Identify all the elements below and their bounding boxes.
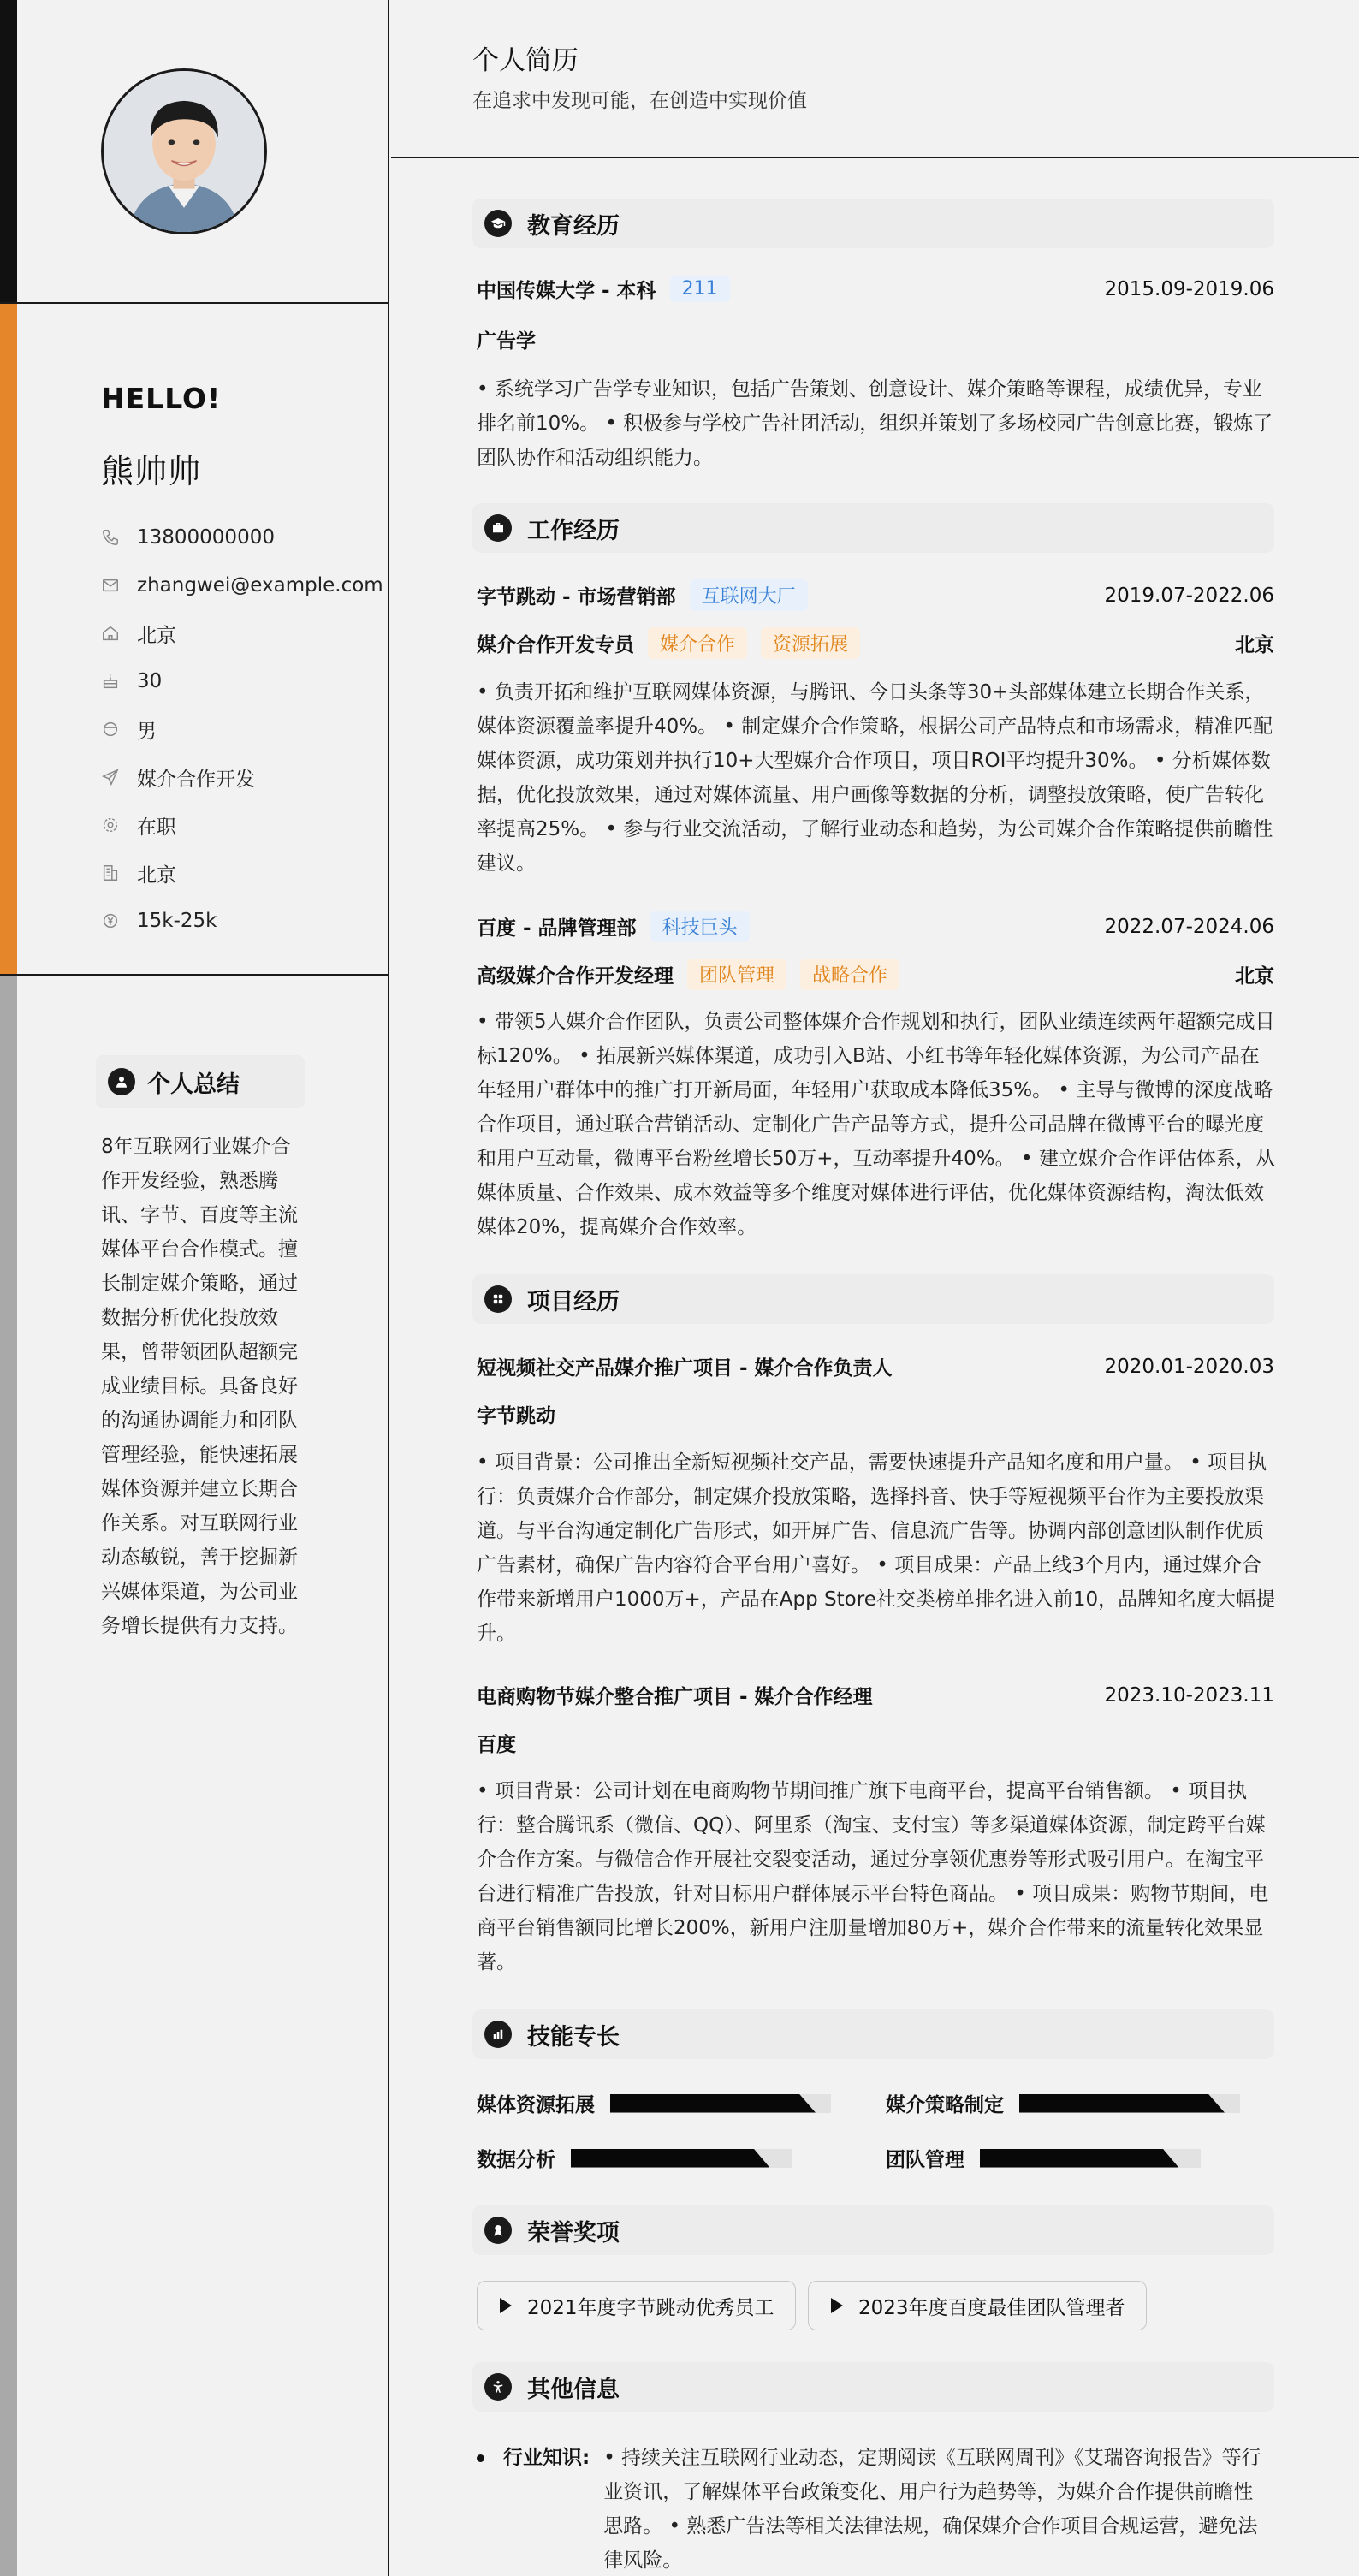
status-icon	[101, 816, 120, 834]
role-tag: 战略合作	[800, 959, 899, 990]
work-entry-header	[477, 579, 1274, 611]
bar-chart-icon	[484, 2021, 512, 2048]
projects-title: 项目经历	[527, 1288, 620, 1315]
candidate-name: 熊帅帅	[101, 453, 202, 490]
role-tag: 团队管理	[687, 959, 786, 990]
contact-text: 北京	[137, 624, 176, 647]
projects-section-header	[472, 1274, 1274, 1324]
project-entry-header	[477, 1681, 1274, 1709]
contact-status	[101, 801, 383, 849]
award-chip	[477, 2281, 796, 2330]
main-content	[391, 0, 1359, 2576]
award-chip	[808, 2281, 1147, 2330]
school-name: 中国传媒大学 - 本科	[477, 280, 656, 302]
awards-section-header	[472, 2205, 1274, 2255]
award-text: 2021年度字节跳动优秀员工	[527, 2296, 774, 2319]
contact-text: 13800000000	[137, 526, 275, 549]
grid-icon	[484, 1285, 512, 1313]
header-divider	[391, 157, 1359, 158]
sidebar-divider	[0, 302, 389, 304]
job-role: 媒介合作开发专员	[477, 634, 634, 656]
work-section-header	[472, 503, 1274, 553]
education-major-row	[477, 325, 1274, 353]
awards-title: 荣誉奖项	[527, 2219, 620, 2247]
contact-text: 30	[137, 670, 163, 692]
other-section-header	[472, 2362, 1274, 2412]
contact-salary	[101, 897, 383, 945]
skill-bar	[980, 2149, 1201, 2168]
skills-title: 技能专长	[527, 2023, 620, 2051]
salary-icon	[101, 911, 120, 930]
work-role-row	[477, 959, 1274, 990]
other-info-item	[477, 2441, 1277, 2576]
skill-bar-fill	[571, 2149, 769, 2168]
work-date: 2019.07-2022.06	[1104, 584, 1274, 607]
company-tag: 互联网大厂	[690, 579, 808, 611]
skills-section-header	[472, 2009, 1274, 2059]
school-tag: 211	[670, 276, 730, 302]
skill-item	[477, 2144, 792, 2172]
award-text: 2023年度百度最佳团队管理者	[858, 2296, 1125, 2319]
avatar-photo	[104, 71, 264, 232]
project-org-row	[477, 1729, 1274, 1757]
work-entry-header	[477, 911, 1274, 942]
work-description: • 带领5人媒介合作团队，负责公司整体媒介合作规划和执行，团队业绩连续两年超额完成目标120%。 • 拓展新兴媒体渠道，成功引入B站、小红书等年轻化媒体资源，为公司产品在年轻用户群体中的推广打开新局面，年轻用户获取成本降低35%。 • 主导与微博的深度战略合作项目，通过联合营销活动、定制化广告产品等方式，提升公司品牌在微博平台的曝光度和用户互动量，微博平台粉丝增长50万+，互动率提升40%。 • 建立媒介合作评估体系，从媒体质量、合作效果、成本效益等多个维度对媒体进行评估，优化媒体资源结构，淘汰低效媒体20%，提高媒介合作效率。	[477, 1011, 1275, 1238]
contact-text: 在职	[137, 816, 176, 839]
project-entry-header	[477, 1352, 1274, 1380]
skill-bar-fill	[610, 2094, 816, 2113]
user-icon	[108, 1068, 135, 1095]
project-org-row	[477, 1400, 1274, 1428]
skill-name: 团队管理	[886, 2149, 964, 2171]
contact-text: 媒介合作开发	[137, 768, 255, 791]
mail-icon	[101, 576, 120, 595]
skill-item	[477, 2089, 831, 2117]
sidebar	[0, 0, 389, 2576]
summary-header	[96, 1055, 305, 1108]
project-org: 字节跳动	[477, 1405, 555, 1427]
work-city: 北京	[1235, 965, 1274, 988]
summary-title: 个人总结	[147, 1071, 240, 1098]
play-icon	[831, 2298, 843, 2313]
contact-text: 北京	[137, 864, 176, 887]
company-tag: 科技巨头	[650, 911, 750, 942]
play-icon	[500, 2298, 512, 2313]
bullet	[477, 2454, 484, 2462]
cake-icon	[101, 672, 120, 691]
education-title: 教育经历	[527, 212, 620, 240]
project-name: 短视频社交产品媒介推广项目 - 媒介合作负责人	[477, 1357, 893, 1380]
skill-bar	[610, 2094, 831, 2113]
summary-text: 8年互联网行业媒介合作开发经验，熟悉腾讯、字节、百度等主流媒体平台合作模式。擅长制定媒介策略，通过数据分析优化投放效果，曾带领团队超额完成业绩目标。具备良好的沟通协调能力和团队管理经验，能快速拓展媒体资源并建立长期合作关系。对互联网行业动态敏锐，善于挖掘新兴媒体渠道，为公司业务增长提供有力支持。	[101, 1136, 298, 1637]
education-date: 2015.09-2019.06	[1104, 277, 1274, 300]
company-name: 百度 - 品牌管理部	[477, 917, 637, 940]
home-icon	[101, 624, 120, 643]
contact-text: zhangwei@example.com	[137, 574, 383, 597]
other-label: 行业知识:	[503, 2447, 590, 2469]
project-date: 2020.01-2020.03	[1104, 1355, 1274, 1378]
skill-bar	[571, 2149, 792, 2168]
skill-name: 媒介策略制定	[886, 2094, 1004, 2116]
contact-email	[101, 561, 383, 609]
other-text: • 持续关注互联网行业动态，定期阅读《互联网周刊》《艾瑞咨询报告》等行业资讯，了解媒体平台政策变化、用户行为趋势等，为媒介合作提供前瞻性思路。 • 熟悉广告法等相关法律法规，确保媒介合作项目合规运营，避免法律风险。	[603, 2447, 1261, 2572]
project-org: 百度	[477, 1734, 516, 1756]
contact-list	[101, 513, 383, 945]
page-subtitle: 在追求中发现可能，在创造中实现价值	[472, 90, 807, 112]
contact-text: 15k-25k	[137, 910, 217, 932]
gender-icon	[101, 720, 120, 739]
hello-heading: HELLO!	[101, 382, 222, 415]
skill-name: 数据分析	[477, 2149, 555, 2171]
contact-intent	[101, 753, 383, 801]
education-major: 广告学	[477, 330, 536, 353]
avatar	[101, 68, 267, 234]
work-date: 2022.07-2024.06	[1104, 915, 1274, 938]
skill-item	[886, 2089, 1240, 2117]
send-icon	[101, 768, 120, 786]
skill-bar	[1019, 2094, 1240, 2113]
skill-bar-fill	[980, 2149, 1178, 2168]
work-city: 北京	[1235, 634, 1274, 656]
contact-phone	[101, 513, 383, 561]
contact-city	[101, 849, 383, 897]
building-icon	[101, 864, 120, 882]
project-name: 电商购物节媒介整合推广项目 - 媒介合作经理	[477, 1686, 873, 1708]
role-tag: 资源拓展	[761, 627, 860, 659]
work-title: 工作经历	[527, 517, 620, 544]
other-title: 其他信息	[527, 2376, 620, 2403]
project-description: • 项目背景：公司计划在电商购物节期间推广旗下电商平台，提高平台销售额。 • 项目执行：整合腾讯系（微信、QQ）、阿里系（淘宝、支付宝）等多渠道媒体资源，制定跨平台媒介合作方案。与微信合作开展社交裂变活动，通过分享领优惠券等形式吸引用户。在淘宝平台进行精准广告投放，针对目标用户群体展示平台特色商品。 • 项目成果：购物节期间，电商平台销售额同比增长200%，新用户注册量增加80万+，媒介合作带来的流量转化效果显著。	[477, 1780, 1269, 1974]
skill-bar-fill	[1019, 2094, 1225, 2113]
job-role: 高级媒介合作开发经理	[477, 965, 674, 988]
sidebar-divider	[0, 974, 389, 976]
graduation-cap-icon	[484, 210, 512, 237]
contact-gender	[101, 705, 383, 753]
briefcase-icon	[484, 514, 512, 542]
education-section-header	[472, 199, 1274, 248]
skill-name: 媒体资源拓展	[477, 2094, 595, 2116]
work-role-row	[477, 627, 1274, 659]
role-tag: 媒介合作	[648, 627, 747, 659]
phone-icon	[101, 528, 120, 547]
project-date: 2023.10-2023.11	[1104, 1683, 1274, 1706]
project-description: • 项目背景：公司推出全新短视频社交产品，需要快速提升产品知名度和用户量。 • 项目执行：负责媒介合作部分，制定媒介投放策略，选择抖音、快手等短视频平台作为主要投放渠道。与平台沟通定制化广告形式，如开屏广告、信息流广告等。协调内部创意团队制作优质广告素材，确保广告内容符合平台用户喜好。 • 项目成果：产品上线3个月内，通过媒介合作带来新增用户1000万+，产品在App Store社交类榜单排名进入前10，品牌知名度大幅提升。	[477, 1451, 1276, 1645]
education-description: • 系统学习广告学专业知识，包括广告策划、创意设计、媒介策略等课程，成绩优异，专业排名前10%。 • 积极参与学校广告社团活动，组织并策划了多场校园广告创意比赛，锻炼了团队协作和活动组织能力。	[477, 378, 1273, 469]
award-icon	[484, 2217, 512, 2244]
contact-text: 男	[137, 720, 157, 743]
sidebar-stripe-orange	[0, 304, 17, 976]
work-description: • 负责开拓和维护互联网媒体资源，与腾讯、今日头条等30+头部媒体建立长期合作关系，媒体资源覆盖率提升40%。 • 制定媒介合作策略，根据公司产品特点和市场需求，精准匹配媒体资源，成功策划并执行10+大型媒介合作项目，项目ROI平均提升30%。 • 分析媒体数据，优化投放效果，通过对媒体流量、用户画像等数据的分析，调整投放策略，使广告转化率提高25%。 • 参与行业交流活动，了解行业动态和趋势，为公司媒介合作策略提供前瞻性建议。	[477, 681, 1273, 875]
page-title: 个人简历	[472, 45, 579, 76]
accessibility-icon	[484, 2373, 512, 2401]
company-name: 字节跳动 - 市场营销部	[477, 586, 676, 608]
sidebar-stripe-black	[0, 0, 17, 304]
contact-location	[101, 609, 383, 657]
sidebar-stripe-gray	[0, 976, 17, 2576]
skill-item	[886, 2144, 1201, 2172]
contact-age	[101, 657, 383, 705]
education-entry	[477, 275, 1274, 303]
